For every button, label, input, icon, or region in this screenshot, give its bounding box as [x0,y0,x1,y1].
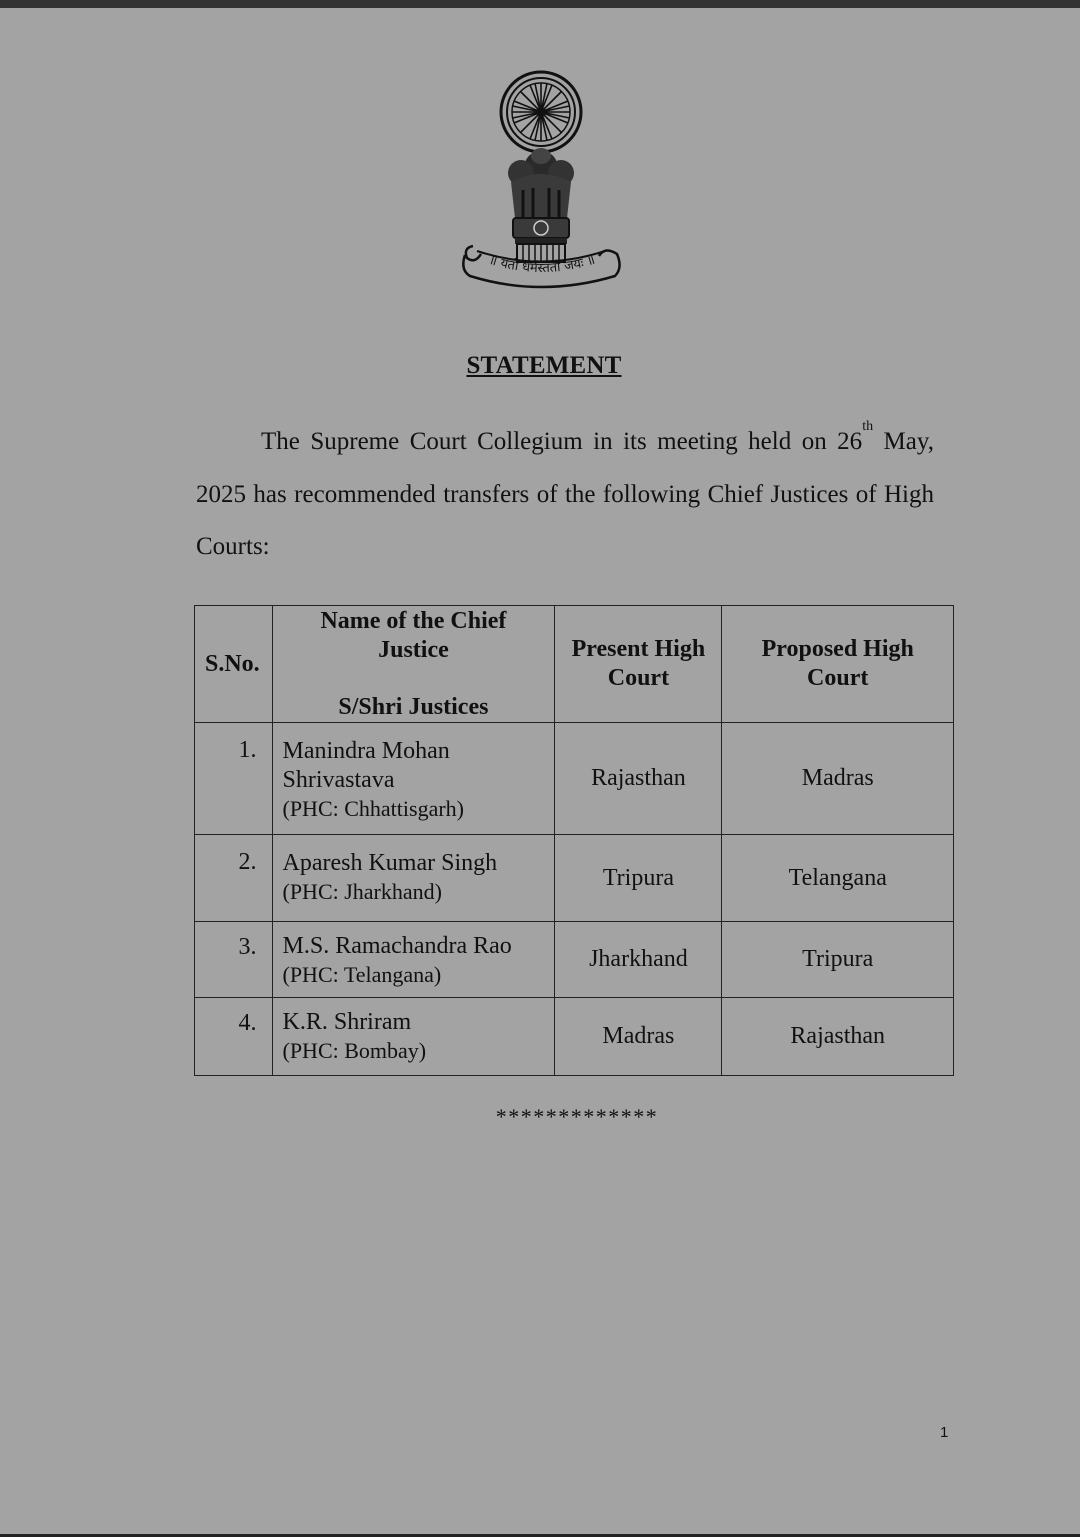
table-row [195,998,954,1076]
header-proposed-court: Proposed High Court [722,606,954,723]
header-present-court: Present High Court [555,606,722,723]
transfers-table [194,605,954,1076]
row-justice-name: K.R. Shriram (PHC: Bombay) [272,998,555,1076]
page-number: 1 [940,1424,949,1441]
row-sno: 3. [195,922,273,998]
table-row [195,835,954,922]
row-proposed-court: Tripura [722,922,954,998]
row-parent-high-court: (PHC: Chhattisgarh) [282,796,464,821]
row-present-court: Jharkhand [555,922,722,998]
row-present-court: Madras [555,998,722,1076]
row-present-court: Rajasthan [555,723,722,835]
end-marker: ************* [495,1104,659,1129]
row-justice-name: Manindra Mohan Shrivastava (PHC: Chhattisgarh) [272,723,555,835]
svg-text:॥ यतो धर्मस्ततो जयः ॥ [487,253,597,276]
page-title: STATEMENT [466,352,622,379]
paragraph-text-start: The Supreme Court Collegium in its meeting held on 26 [261,428,863,455]
table-row [195,922,954,998]
row-justice-name: Aparesh Kumar Singh (PHC: Jharkhand) [272,835,555,922]
emblem-motto: ॥ यतो धर्मस्ततो जयः ॥ [487,252,597,277]
header-sno: S.No. [195,606,273,723]
header-name-label: Name of the Chief Justice [320,608,507,663]
window-top-bar [0,0,1080,8]
statement-paragraph [196,416,934,574]
row-proposed-court: Rajasthan [722,998,954,1076]
row-parent-high-court: (PHC: Bombay) [282,1038,427,1063]
national-emblem-icon [455,70,625,295]
row-parent-high-court: (PHC: Telangana) [282,962,442,987]
row-sno: 4. [195,998,273,1076]
table-header-row [195,606,954,723]
header-name-sub: S/Shri Justices [338,694,489,720]
row-proposed-court: Madras [722,723,954,835]
row-sno: 2. [195,835,273,922]
row-parent-high-court: (PHC: Jharkhand) [282,879,442,904]
header-name [272,606,555,723]
row-present-court: Tripura [555,835,722,922]
table-row [195,723,954,835]
row-sno: 1. [195,723,273,835]
ordinal-suffix: th [862,419,874,434]
paragraph-text-end: May, 2025 has recommended transfers of the following Chief Justices of High Courts: [196,428,935,560]
row-proposed-court: Telangana [722,835,954,922]
row-justice-name: M.S. Ramachandra Rao (PHC: Telangana) [272,922,555,998]
